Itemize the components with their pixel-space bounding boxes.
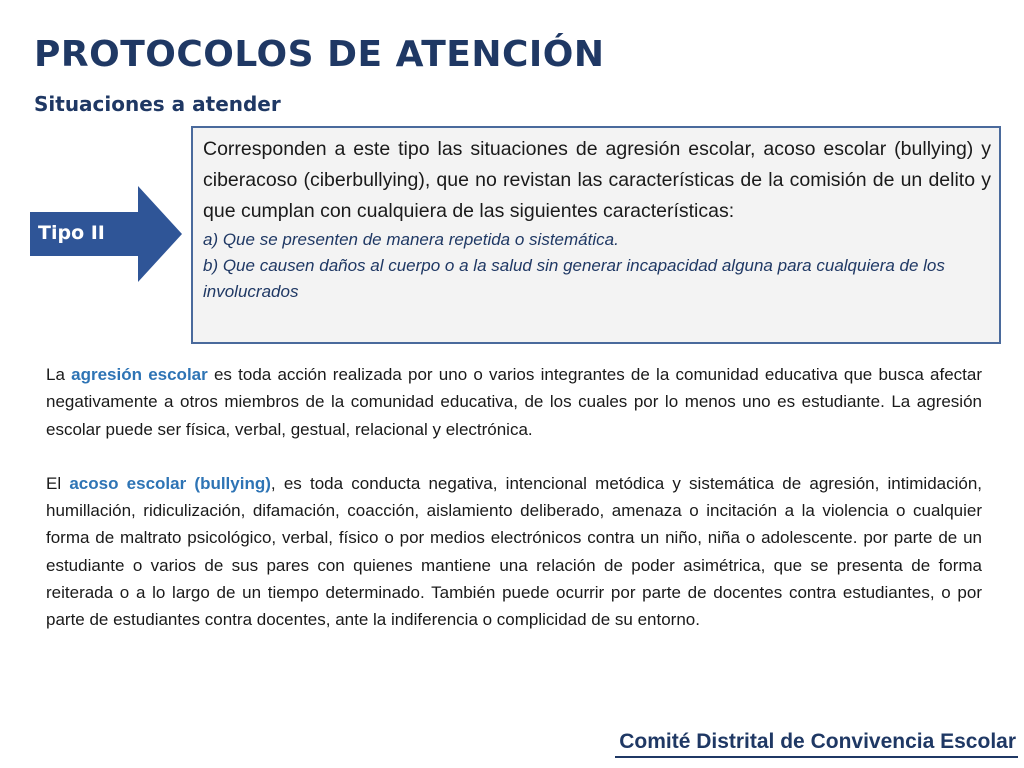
type-label: Tipo II [38, 222, 105, 244]
definition-text: , es toda conducta negativa, intencional metódica y sistemática de agresión, intimidación, humillación, ridiculización, difamación, coacción, aislamiento deliberado, amenaza o incitación a la violencia o cualquier forma de maltrato psicológico, verbal, físico o por medios electrónicos contra un niño, niña o adolescente. por parte de un estudiante o varios de sus pares con quienes mantiene una relación de poder asimétrica, que se presenta de forma reiterada o a lo largo de un tiempo determinado. También puede ocurrir por parte de docentes contra estudiantes, o por parte de estudiantes contra docentes, ante la indiferencia o complicidad de su entorno. [46, 473, 983, 630]
criterion-a: a) Que se presenten de manera repetida o sistemática. [203, 230, 619, 249]
page-subtitle: Situaciones a atender [34, 92, 281, 116]
footer-committee: Comité Distrital de Convivencia Escolar [615, 730, 1018, 758]
type-arrow [30, 186, 182, 282]
page-title: PROTOCOLOS DE ATENCIÓN [34, 34, 605, 75]
definition-prefix: El [46, 473, 70, 493]
definition-acoso [46, 470, 982, 634]
criterion-b: b) Que causen daños al cuerpo o a la salud sin generar incapacidad alguna para cualquiera de los involucrados [203, 256, 945, 301]
definition-prefix: La [46, 365, 72, 384]
term-agresion-escolar: agresión escolar [71, 365, 208, 384]
definition-agresion [46, 361, 982, 443]
definitions-section [46, 361, 982, 634]
type-description-box [191, 126, 1001, 344]
term-acoso-escolar: acoso escolar (bullying) [69, 473, 271, 493]
type-description: Corresponden a este tipo las situaciones de agresión escolar, acoso escolar (bullying) y ciberacoso (ciberbullying), que no revistan las características de la comisión de un delito y que cumplan con cualquiera de las siguientes características: [203, 138, 991, 222]
definition-text: es toda acción realizada por uno o varios integrantes de la comunidad educativa que busca afectar negativamente a otros miembros de la comunidad educativa, de los cuales por lo menos uno es estudiante. La agresión escolar puede ser física, verbal, gestual, relacional y electrónica. [46, 365, 982, 439]
